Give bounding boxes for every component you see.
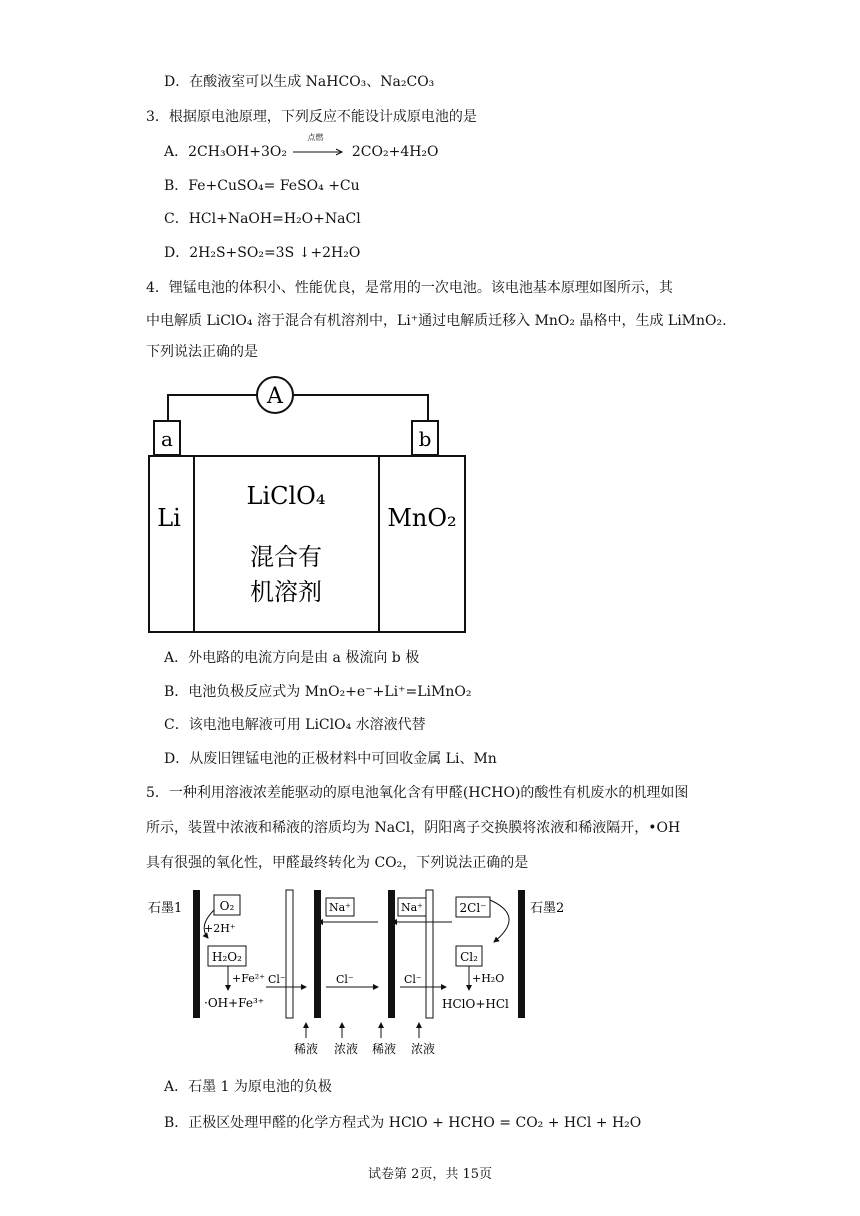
- q4-option-a: A．外电路的电流方向是由 a 极流向 b 极: [164, 650, 420, 666]
- terminal-b-label: b: [418, 427, 432, 451]
- oh-fe3-label: ·OH+Fe³⁺: [204, 996, 265, 1010]
- dilute-label-1: 稀液: [293, 1042, 319, 1056]
- cl-oxidation-arrow: [490, 900, 509, 942]
- conc-label-1: 浓液: [333, 1042, 359, 1056]
- terminal-a-label: a: [161, 427, 173, 451]
- battery-diagram: [146, 375, 468, 635]
- ammeter-label: A: [267, 384, 283, 409]
- q3-option-a-left: A．2CH₃OH+3O₂: [164, 144, 287, 160]
- fe2-label: +Fe²⁺: [232, 972, 265, 985]
- two-cl-label: 2Cl⁻: [459, 901, 487, 915]
- plus-h2o-label: +H₂O: [472, 972, 505, 985]
- cl-label-b: Cl⁻: [336, 973, 354, 986]
- q3-option-c: C．HCl+NaOH=H₂O+NaCl: [164, 211, 361, 227]
- q3-option-d: D．2H₂S+SO₂=3S ↓+2H₂O: [164, 245, 361, 261]
- q3-option-b: B．Fe+CuSO₄= FeSO₄ +Cu: [164, 178, 360, 194]
- membrane-3: [388, 890, 395, 1018]
- q5-stem-line2: 所示，装置中浓液和稀液的溶质均为 NaCl，阴阳离子交换膜将浓液和稀液隔开，•OH: [146, 820, 681, 836]
- membrane-1: [286, 890, 293, 1018]
- cl2-label: Cl₂: [460, 950, 478, 964]
- graphite2-electrode: [518, 890, 525, 1018]
- dilute-label-2: 稀液: [371, 1042, 397, 1056]
- q4-stem-line1: 4．锂锰电池的体积小、性能优良，是常用的一次电池。该电池基本原理如图所示，其: [146, 280, 673, 296]
- wire-right: [293, 395, 428, 421]
- q3-option-a: [164, 133, 439, 162]
- o2-label: O₂: [219, 899, 235, 913]
- q5-stem-line1: 5．一种利用溶液浓差能驱动的原电池氧化含有甲醛(HCHO)的酸性有机废水的机理如图: [146, 785, 689, 801]
- cl-label-a: Cl⁻: [268, 973, 286, 986]
- na-label-2: Na⁺: [401, 901, 423, 914]
- q5-option-b: B．正极区处理甲醛的化学方程式为 HClO + HCHO = CO₂ + HCl + H₂O: [164, 1115, 642, 1131]
- page-footer: 试卷第 2页，共 15页: [367, 1167, 493, 1182]
- graphite2-label: 石墨2: [530, 901, 565, 916]
- membrane-4: [426, 890, 433, 1018]
- wire-left: [168, 395, 257, 421]
- li-electrode-label: Li: [157, 504, 181, 532]
- q4-stem-line3: 下列说法正确的是: [146, 344, 258, 360]
- graphite1-electrode: [193, 890, 200, 1018]
- q3-option-a-right: 2CO₂+4H₂O: [351, 144, 439, 160]
- na-label-1: Na⁺: [329, 901, 351, 914]
- q5-option-a: A．石墨 1 为原电池的负极: [164, 1079, 332, 1095]
- reaction-arrow: [293, 133, 345, 162]
- mno2-electrode-label: MnO₂: [387, 504, 457, 532]
- electrolyte-label: LiClO₄: [246, 482, 326, 510]
- q4-option-c: C．该电池电解液可用 LiClO₄ 水溶液代替: [164, 717, 426, 733]
- cl-label-c: Cl⁻: [404, 973, 422, 986]
- q4-option-b: B．电池负极反应式为 MnO₂+e⁻+Li⁺=LiMnO₂: [164, 684, 472, 700]
- plus-2h-label: +2H⁺: [204, 922, 236, 935]
- reaction-condition: 点燃: [307, 133, 324, 142]
- conc-label-2: 浓液: [410, 1042, 436, 1056]
- solvent-label-2: 机溶剂: [250, 578, 322, 606]
- hclo-hcl-label: HClO+HCl: [442, 997, 509, 1011]
- h2o2-label: H₂O₂: [212, 950, 242, 964]
- graphite1-label: 石墨1: [148, 901, 183, 916]
- q4-stem-line2: 中电解质 LiClO₄ 溶于混合有机溶剂中，Li⁺通过电解质迁移入 MnO₂ 晶格中，生成 LiMnO₂.: [146, 313, 727, 329]
- q3-stem: 3．根据原电池原理，下列反应不能设计成原电池的是: [146, 109, 477, 125]
- q2-option-d: D．在酸液室可以生成 NaHCO₃、Na₂CO₃: [164, 74, 435, 90]
- concentration-cell-diagram: [146, 886, 616, 1058]
- q4-option-d: D．从废旧锂锰电池的正极材料中可回收金属 Li、Mn: [164, 751, 497, 767]
- solvent-label-1: 混合有: [250, 543, 322, 571]
- q5-stem-line3: 具有很强的氧化性，甲醛最终转化为 CO₂，下列说法正确的是: [146, 855, 529, 871]
- membrane-2: [314, 890, 321, 1018]
- right-arrow-icon: [293, 148, 345, 156]
